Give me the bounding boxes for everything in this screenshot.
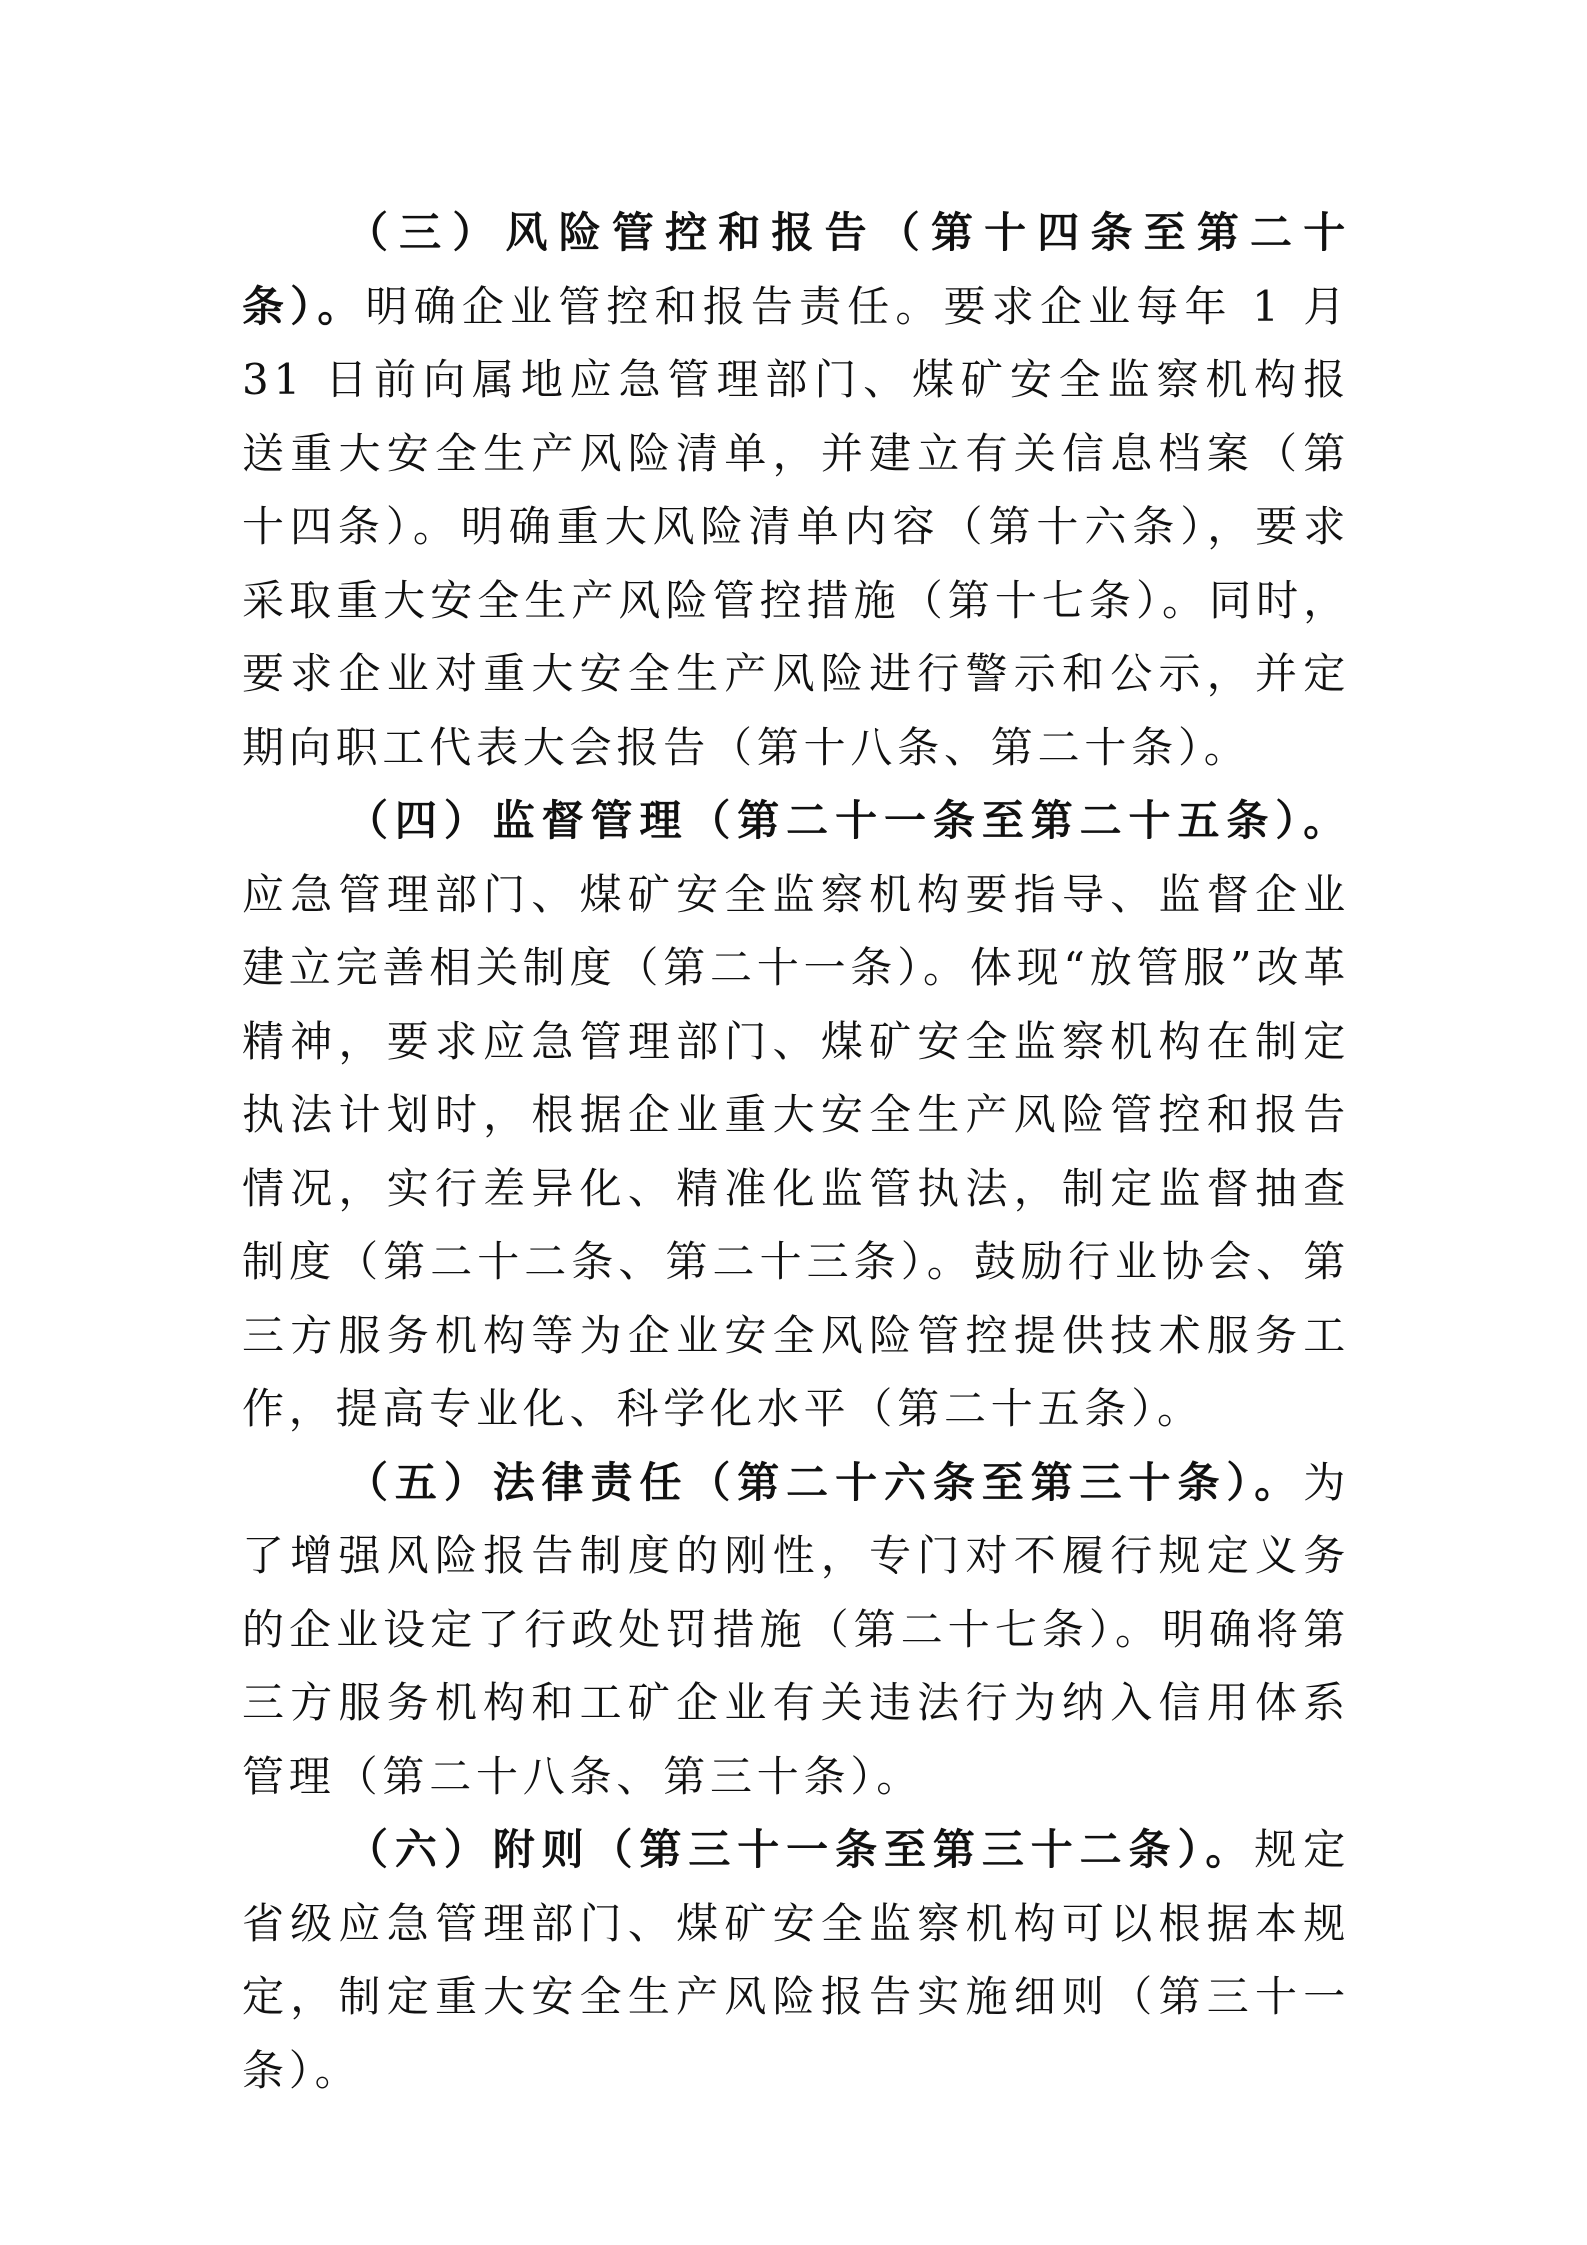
- section-three-text: 明确企业管控和报告责任。要求企业每年 1 月 31 日前向属地应急管理部门、煤矿安全监察机构报送重大安全生产风险清单，并建立有关信息档案（第十四条）。明确重大风险清单内容（第十六条），要求采取重大安全生产风险管控措施（第十七条）。同时，要求企业对重大安全生产风险进行警示和公示，并定期向职工代表大会报告（第十八条、第二十条）。: [242, 281, 1351, 772]
- document-body: [242, 196, 1350, 2107]
- section-six-heading: （六）附则（第三十一条至第三十二条）。: [346, 1825, 1255, 1874]
- section-three-heading: （三）风险管控和报告（第十四条至第二十条）。: [242, 208, 1350, 331]
- section-four-text: 应急管理部门、煤矿安全监察机构要指导、监督企业建立完善相关制度（第二十一条）。体现“放管服”改革精神，要求应急管理部门、煤矿安全监察机构在制定执法计划时，根据企业重大安全生产风险管控和报告情况，实行差异化、精准化监管执法，制定监督抽查制度（第二十二条、第二十三条）。鼓励行业协会、第三方服务机构等为企业安全风险管控提供技术服务工作，提高专业化、科学化水平（第二十五条）。: [242, 869, 1350, 1433]
- section-six-paragraph: [242, 1813, 1350, 2107]
- section-five-paragraph: [242, 1446, 1350, 1814]
- section-four-paragraph: [242, 784, 1350, 1446]
- section-five-text: 为了增强风险报告制度的刚性，专门对不履行规定义务的企业设定了行政处罚措施（第二十七条）。明确将第三方服务机构和工矿企业有关违法行为纳入信用体系管理（第二十八条、第三十条）。: [242, 1457, 1350, 1801]
- section-four-heading: （四）监督管理（第二十一条至第二十五条）。: [346, 796, 1350, 845]
- section-six-text: 规定省级应急管理部门、煤矿安全监察机构可以根据本规定，制定重大安全生产风险报告实施细则（第三十一条）。: [242, 1825, 1350, 2095]
- section-three-paragraph: [242, 196, 1350, 784]
- section-five-heading: （五）法律责任（第二十六条至第三十条）。: [346, 1457, 1304, 1507]
